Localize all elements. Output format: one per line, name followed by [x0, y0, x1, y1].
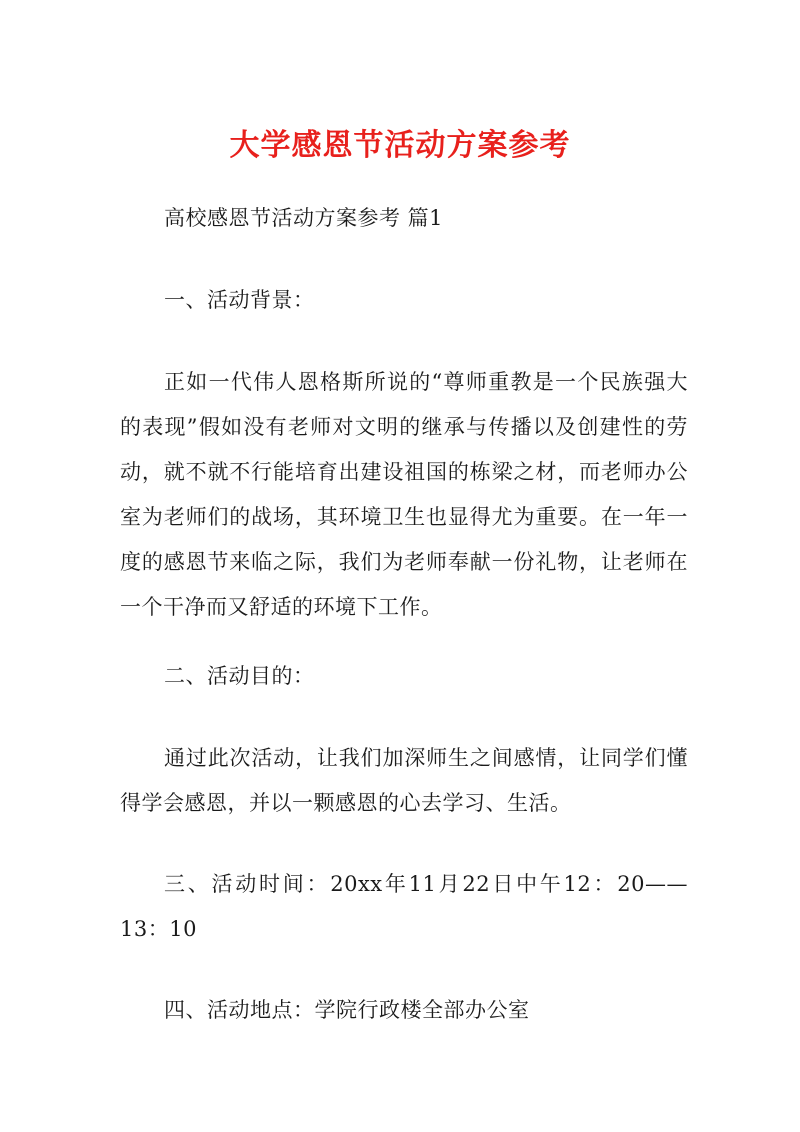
document-title: 大学感恩节活动方案参考	[229, 128, 571, 163]
section-2-heading: 二、活动目的：	[164, 664, 315, 688]
section-1-heading: 一、活动背景：	[164, 288, 315, 312]
section-3-heading: 三、活动时间：20xx年11月22日中午12：20——13：10	[120, 872, 688, 941]
section-4-heading: 四、活动地点：学院行政楼全部办公室	[164, 998, 530, 1022]
section-1-body: 正如一代伟人恩格斯所说的“尊师重教是一个民族强大的表现”假如没有老师对文明的继承与传播以及创建性的劳动，就不就不行能培育出建设祖国的栋梁之材，而老师办公室为老师们的战场，其环境卫生也显得尤为重要。在一年一度的感恩节来临之际，我们为老师奉献一份礼物，让老师在一个干净而又舒适的环境下工作。	[120, 370, 688, 619]
document-subtitle: 高校感恩节活动方案参考 篇1	[164, 206, 444, 230]
section-2-body: 通过此次活动，让我们加深师生之间感情，让同学们懂得学会感恩，并以一颗感恩的心去学习、生活。	[120, 746, 688, 815]
